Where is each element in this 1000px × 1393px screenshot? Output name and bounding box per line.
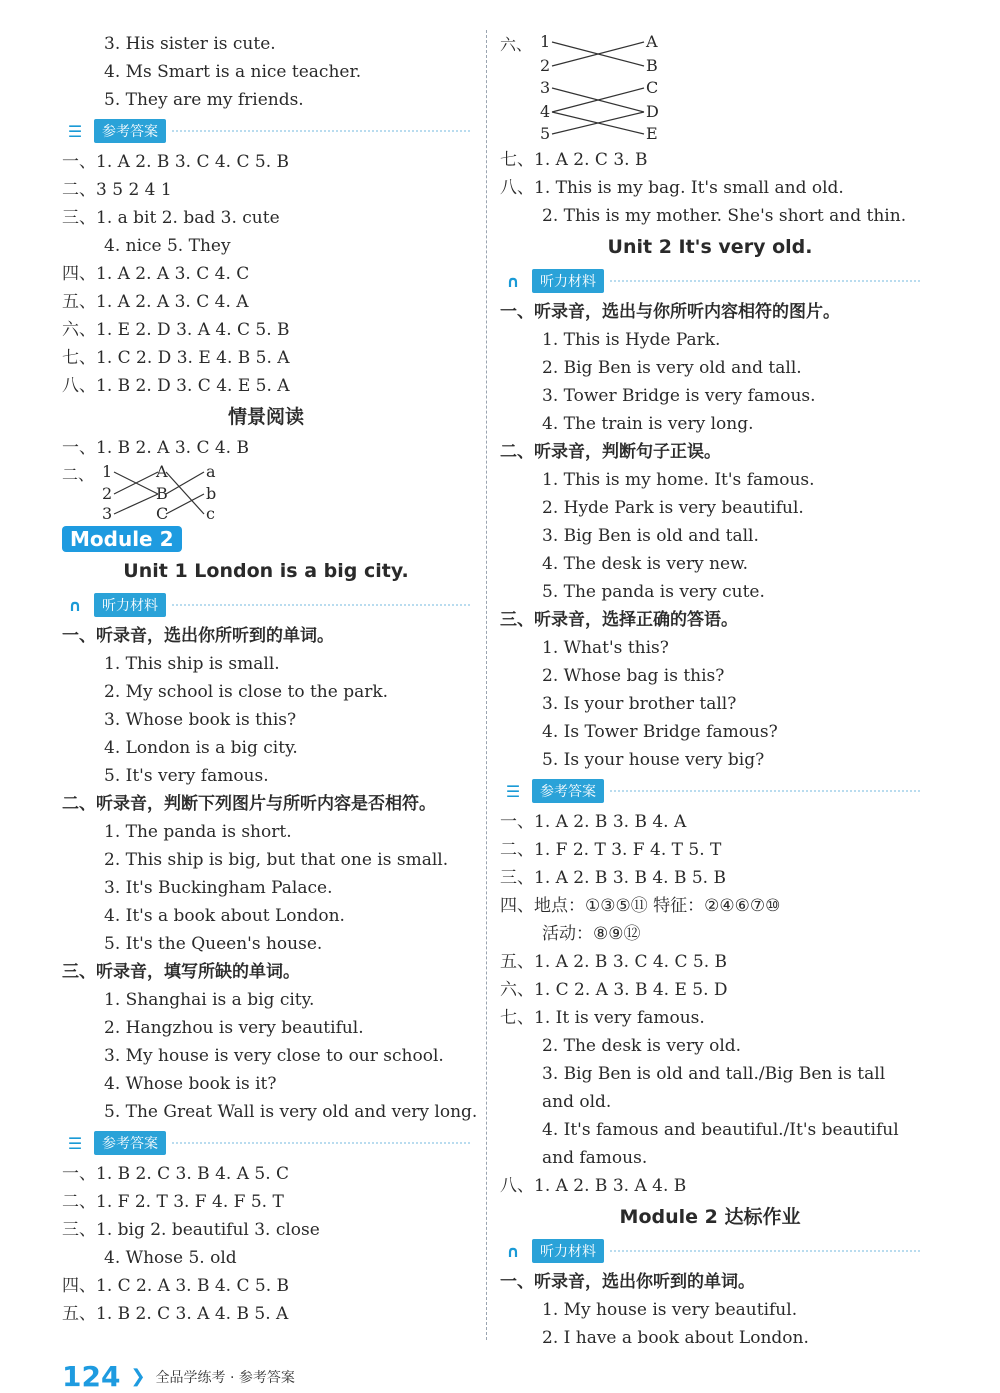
answer-line: 二、1. F 2. T 3. F 4. F 5. T — [62, 1192, 284, 1212]
question-title: 一、听录音，选出与你所听内容相符的图片。 — [500, 302, 840, 322]
question-item: 2. This ship is big, but that one is small. — [104, 850, 449, 870]
answer-line: 4. nice 5. They — [104, 236, 231, 256]
chevron-right-icon: ❯ — [130, 1366, 146, 1387]
match-left-2: 2 — [102, 484, 113, 503]
answer-icon: ☰ — [67, 121, 83, 141]
left-column — [62, 30, 478, 1328]
dotted-rule — [172, 130, 470, 132]
text-line: 5. They are my friends. — [104, 90, 304, 110]
match-left-3: 3 — [102, 504, 113, 523]
page-footer — [62, 1360, 295, 1393]
question-item: 3. Whose book is this? — [104, 710, 297, 730]
answer-line: 五、1. A 2. B 3. C 4. C 5. B — [500, 952, 728, 972]
answer-line: 四、1. C 2. A 3. B 4. C 5. B — [62, 1276, 290, 1296]
answer-line: 七、1. It is very famous. — [500, 1008, 705, 1028]
question-item: 5. It's the Queen's house. — [104, 934, 323, 954]
answer-line: 一、1. A 2. B 3. C 4. C 5. B — [62, 152, 290, 172]
answer-line: 七、1. A 2. C 3. B — [500, 150, 648, 170]
question-item: 4. The desk is very new. — [542, 554, 749, 574]
question-item: 1. This is Hyde Park. — [542, 330, 721, 350]
question-item: 4. Is Tower Bridge famous? — [542, 722, 778, 742]
question-item: 1. Shanghai is a big city. — [104, 990, 315, 1010]
answer-line: 三、1. a bit 2. bad 3. cute — [62, 208, 280, 228]
question-item: 4. The train is very long. — [542, 414, 754, 434]
answer-line: 五、1. B 2. C 3. A 4. B 5. A — [62, 1304, 289, 1324]
question-item: 1. What's this? — [542, 638, 669, 658]
answer-line: 活动：⑧⑨⑫ — [542, 924, 641, 944]
match-left-3: 3 — [540, 78, 551, 97]
answer-line: 一、1. A 2. B 3. B 4. A — [500, 812, 687, 832]
footer-text: 全品学练考 · 参考答案 — [155, 1369, 295, 1386]
answer-line: 三、1. big 2. beautiful 3. close — [62, 1220, 320, 1240]
question-item: 4. It's a book about London. — [104, 906, 345, 926]
answer-section-bar — [500, 776, 920, 806]
question-item: 4. Whose book is it? — [104, 1074, 277, 1094]
answer-line: 四、1. A 2. A 3. C 4. C — [62, 264, 250, 284]
unit-title: Unit 1 London is a big city. — [123, 560, 409, 582]
page-number: 124 — [62, 1360, 121, 1393]
answer-label: 参考答案 — [94, 119, 166, 143]
match-left-4: 4 — [540, 102, 551, 121]
match-right-d: D — [646, 102, 659, 121]
match-mid-a: A — [156, 462, 168, 481]
match-mid-b: B — [156, 484, 168, 503]
answer-line: 六、1. C 2. A 3. B 4. E 5. D — [500, 980, 728, 1000]
question-item: 1. My house is very beautiful. — [542, 1300, 798, 1320]
match-right-b: B — [646, 56, 658, 75]
question-title: 二、听录音，判断句子正误。 — [500, 442, 721, 462]
answer-line: 五、1. A 2. A 3. C 4. A — [62, 292, 249, 312]
match-prefix: 六、 — [500, 35, 533, 54]
question-item: 3. Big Ben is old and tall. — [542, 526, 759, 546]
question-item: 5. The panda is very cute. — [542, 582, 765, 602]
module-homework-title: Module 2 达标作业 — [619, 1206, 801, 1228]
text-line: 3. His sister is cute. — [104, 34, 276, 54]
question-item: 2. I have a book about London. — [542, 1328, 809, 1348]
question-item: 5. Is your house very big? — [542, 750, 765, 770]
question-title: 一、听录音，选出你听到的单词。 — [500, 1272, 755, 1292]
dotted-rule — [172, 1142, 470, 1144]
column-divider — [486, 30, 487, 1340]
scenario-heading: 情景阅读 — [227, 406, 304, 428]
answer-line: 3. Big Ben is old and tall./Big Ben is tall and old. — [542, 1064, 886, 1112]
answer-line: 六、1. E 2. D 3. A 4. C 5. B — [62, 320, 290, 340]
question-item: 3. Tower Bridge is very famous. — [542, 386, 816, 406]
question-item: 1. This is my home. It's famous. — [542, 470, 815, 490]
headphones-icon: ∩ — [506, 271, 520, 291]
answer-line: 四、地点：①③⑤⑪ 特征：②④⑥⑦⑩ — [500, 896, 781, 916]
right-column — [500, 30, 920, 1352]
question-item: 5. The Great Wall is very old and very long. — [104, 1102, 478, 1122]
answer-line: 七、1. C 2. D 3. E 4. B 5. A — [62, 348, 290, 368]
question-item: 1. This ship is small. — [104, 654, 280, 674]
match-left-2: 2 — [540, 56, 551, 75]
matching-lines — [500, 30, 670, 146]
question-title: 二、听录音，判断下列图片与所听内容是否相符。 — [62, 794, 436, 814]
match-right-c: c — [206, 504, 215, 523]
question-item: 2. Hyde Park is very beautiful. — [542, 498, 804, 518]
answer-line: 4. It's famous and beautiful./It's beautiful and famous. — [542, 1120, 899, 1168]
unit-title: Unit 2 It's very old. — [607, 236, 813, 258]
answer-line: 一、1. B 2. A 3. C 4. B — [62, 438, 249, 458]
question-title: 三、听录音，选择正确的答语。 — [500, 610, 738, 630]
answer-line: 二、1. F 2. T 3. F 4. T 5. T — [500, 840, 722, 860]
match-left-1: 1 — [540, 32, 551, 51]
answer-section-bar — [62, 1128, 470, 1158]
answer-line: 4. Whose 5. old — [104, 1248, 237, 1268]
matching-diagram — [62, 462, 470, 524]
question-title: 一、听录音，选出你所听到的单词。 — [62, 626, 334, 646]
question-item: 5. It's very famous. — [104, 766, 269, 786]
answer-line: 二、3 5 2 4 1 — [62, 180, 172, 200]
matching-diagram — [500, 30, 920, 146]
question-item: 1. The panda is short. — [104, 822, 292, 842]
match-right-e: E — [646, 124, 658, 143]
match-right-a: A — [646, 32, 658, 51]
listening-section-bar — [500, 1236, 920, 1266]
answer-line: 八、1. This is my bag. It's small and old. — [500, 178, 844, 198]
answer-section-bar — [62, 116, 470, 146]
listening-section-bar — [500, 266, 920, 296]
match-right-a: a — [206, 462, 216, 481]
question-item: 2. Big Ben is very old and tall. — [542, 358, 802, 378]
match-prefix: 二、 — [62, 465, 95, 484]
question-item: 3. Is your brother tall? — [542, 694, 737, 714]
question-item: 2. My school is close to the park. — [104, 682, 389, 702]
answer-line: 2. This is my mother. She's short and thin. — [542, 206, 907, 226]
module-tag: Module 2 — [62, 526, 182, 552]
listening-label: 听力材料 — [532, 269, 604, 293]
match-right-b: b — [206, 484, 217, 503]
text-line: 4. Ms Smart is a nice teacher. — [104, 62, 362, 82]
question-title: 三、听录音，填写所缺的单词。 — [62, 962, 300, 982]
dotted-rule — [610, 1250, 920, 1252]
listening-label: 听力材料 — [532, 1239, 604, 1263]
question-item: 4. London is a big city. — [104, 738, 298, 758]
answer-line: 一、1. B 2. C 3. B 4. A 5. C — [62, 1164, 290, 1184]
question-item: 2. Whose bag is this? — [542, 666, 725, 686]
answer-icon: ☰ — [67, 1133, 83, 1153]
headphones-icon: ∩ — [506, 1241, 520, 1261]
dotted-rule — [172, 604, 470, 606]
match-left-1: 1 — [102, 462, 113, 481]
match-right-c: C — [646, 78, 659, 97]
answer-line: 八、1. B 2. D 3. C 4. E 5. A — [62, 376, 290, 396]
listening-label: 听力材料 — [94, 593, 166, 617]
answer-label: 参考答案 — [94, 1131, 166, 1155]
dotted-rule — [610, 790, 920, 792]
listening-section-bar — [62, 590, 470, 620]
answer-line: 三、1. A 2. B 3. B 4. B 5. B — [500, 868, 726, 888]
question-item: 2. Hangzhou is very beautiful. — [104, 1018, 364, 1038]
question-item: 3. My house is very close to our school. — [104, 1046, 444, 1066]
headphones-icon: ∩ — [68, 595, 82, 615]
answer-line: 2. The desk is very old. — [542, 1036, 742, 1056]
match-left-5: 5 — [540, 124, 551, 143]
question-item: 3. It's Buckingham Palace. — [104, 878, 333, 898]
answer-icon: ☰ — [505, 781, 521, 801]
answer-line: 八、1. A 2. B 3. A 4. B — [500, 1176, 687, 1196]
match-mid-c: C — [156, 504, 169, 523]
dotted-rule — [610, 280, 920, 282]
answer-label: 参考答案 — [532, 779, 604, 803]
